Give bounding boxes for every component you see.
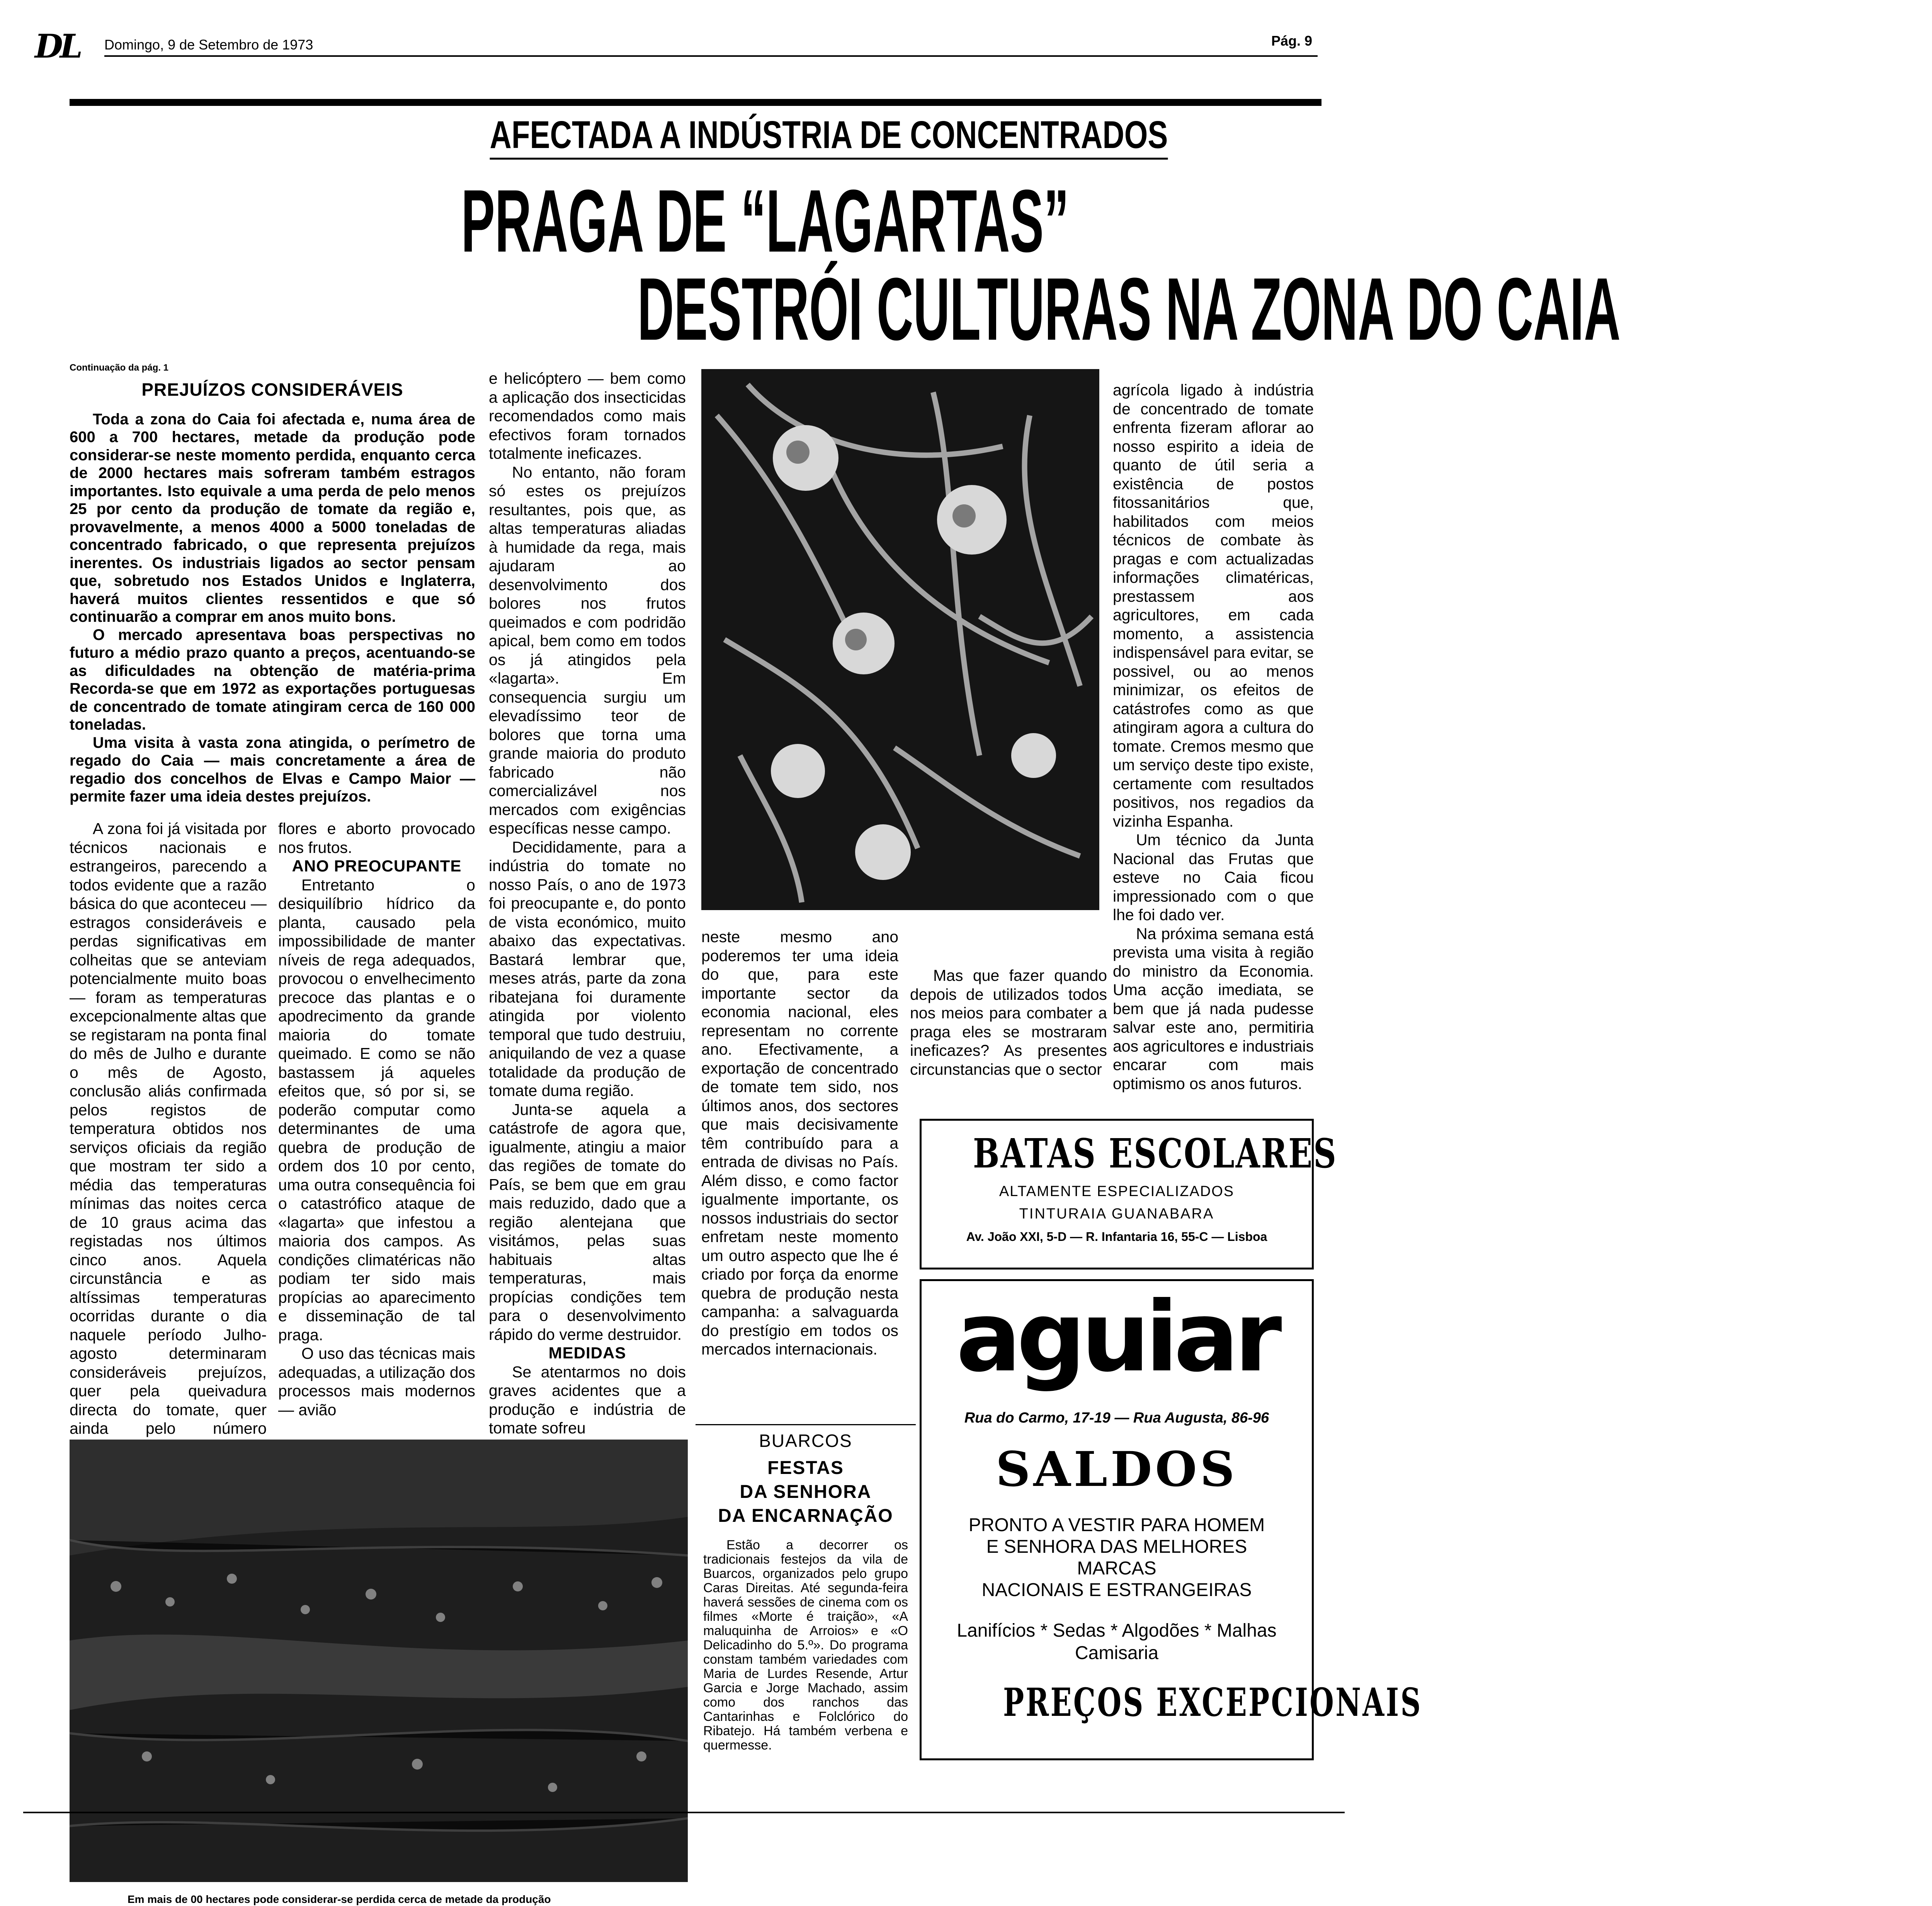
column-f-paragraph-1: agrícola ligado à indústria de concentrado de tomate enfrenta fizeram aflorar ao nosso espirito a ideia de quanto de útil seria a existência de postos fitossanitários que, habilitados com meios técnicos de combate às pragas e com actualizadas informações climatéricas, prestassem aos agricultores, em cada momento, a assistencia indispensável para evitar, se possivel, ou ao menos minimizar, os efeitos de catástrofes como as que atingiram agora a cultura do tomate. Cremos mesmo que um serviço deste tipo existe, certamente com resultados positivos, nos regadios da vizinha Espanha.	[1113, 381, 1314, 830]
column-f	[1113, 381, 1314, 1093]
column-b-paragraph-2: Entretanto o desiquilíbrio hídrico da planta, causado pela impossibilidade de manter níveis de rega adequados, provocou o envelhecimento precoce das plantas e o apodrecimento da grande maioria do tomate queimado. E como se não bastassem já aqueles efeitos que, só por si, se poderão computar como determinantes de uma quebra de produção de ordem dos 10 por cento, uma outra consequência foi o catastrófico ataque de «lagarta» que infestou a maioria dos campos. As condições climatéricas não podiam ter sido mais propícias ao aparecimento e disseminação de tal praga.	[278, 876, 475, 1344]
ad-aguiar	[920, 1279, 1422, 1760]
column-b-paragraph-3: O uso das técnicas mais adequadas, a utilização dos processos mais modernos — avião	[278, 1344, 475, 1419]
column-b	[278, 819, 475, 1419]
column-e-paragraph: Mas que fazer quando depois de utilizados todos nos meios para combater a praga eles se mostraram ineficazes? As presentes circunstancias que o sector	[910, 967, 1107, 1078]
header-date: Domingo, 9 de Setembro de 1973	[104, 37, 313, 53]
field-photo	[70, 1440, 688, 1882]
column-e	[910, 966, 1107, 1079]
bottom-rule	[23, 1812, 1345, 1813]
ad-aguiar-address: Rua do Carmo, 17-19 — Rua Augusta, 86-96	[964, 1410, 1269, 1426]
sidebar-title-3: DA ENCARNAÇÃO	[718, 1506, 893, 1526]
ad-aguiar-goods: Lanifícios * Sedas * Algodões * Malhas	[957, 1620, 1277, 1641]
column-a	[70, 819, 267, 1457]
subhead-ano-preocupante: ANO PREOCUPANTE	[292, 857, 462, 875]
column-b-paragraph-1: flores e aborto provocado nos frutos.	[278, 820, 475, 856]
column-d	[701, 927, 898, 1359]
photo-caption: Em mais de 00 hectares pode considerar-se perdida cerca de metade da produção	[128, 1893, 551, 1905]
column-c-paragraph-1: e helicóptero — bem como a aplicação dos insecticidas recomendados como mais efectivos foram tornados totalmente ineficazes.	[489, 369, 686, 462]
ad-aguiar-brand: aguiar	[956, 1281, 1277, 1393]
headline-line-2: DESTRÓI CULTURAS NA ZONA DO CAIA	[637, 259, 1621, 359]
lead-paragraph-3: Uma visita à vasta zona atingida, o perímetro de regado do Caia — mais concretamente a área de regadio dos concelhos de Elvas e Campo Maior — permite fazer uma ideia destes prejuízos.	[70, 734, 475, 805]
tomato-plants-photo	[701, 369, 1099, 910]
column-c-paragraph-3: Decididamente, para a indústria do tomate no nosso País, o ano de 1973 foi preocupante e, do ponto de vista económico, muito abaixo das expectativas. Bastará lembrar que, meses atrás, parte da zona ribatejana foi duramente atingida por violento temporal que tudo destruiu, aniquilando de vez a quase totalidade da produção de tomate duma região.	[489, 838, 686, 1099]
column-c-paragraph-5: Se atentarmos no dois graves acidentes que a produção e indústria de tomate sofreu	[489, 1363, 686, 1437]
lead-paragraph-2: O mercado apresentava boas perspectivas no futuro a médio prazo quanto a preços, acentuando-se as dificuldades na obtenção de matéria-prima Recorda-se que em 1972 as exportações portuguesas de concentrado de tomate atingiram cerca de 160 000 toneladas.	[70, 626, 475, 733]
continuation-note: Continuação da pág. 1	[70, 362, 169, 373]
sidebar-buarcos	[696, 1430, 916, 1753]
column-c-paragraph-2: No entanto, não foram só estes os prejuízos resultantes, pois que, as altas temperaturas aliadas à humidade da rega, mais ajudaram ao desenvolvimento dos bolores nos frutos queimados e com podridão apical, bem como em todos os já atingidos pela «lagarta». Em consequencia surgiu um elevadíssimo teor de bolores que torna uma grande maioria do produto fabricado não comercializável nos mercados com exigências específicas nesse campo.	[489, 463, 686, 837]
ad-batas-subtitle: ALTAMENTE ESPECIALIZADOS	[999, 1183, 1235, 1200]
ad-aguiar-prices: PREÇOS EXCEPCIONAIS	[1003, 1680, 1422, 1725]
lead-paragraph-1: Toda a zona do Caia foi afectada e, numa área de 600 a 700 hectares, metade da produção pode considerar-se neste momento perdida, enquanto cerca de 2000 hectares mais sofreram também estragos importantes. Isto equivale a uma perda de pelo menos 25 por cento da produção de tomate da região e, provavelmente, a menos 4000 a 5000 toneladas de concentrado fabricado, o que representa prejuízos inerentes. Os industriais ligados ao sector pensam que, sobretudo nos Estados Unidos e Inglaterra, haverá muitos clientes ressentidos e que só continuarão a comprar em anos muito bons.	[70, 410, 475, 625]
field-illustration	[70, 1440, 688, 1882]
subhead-medidas: MEDIDAS	[548, 1344, 626, 1362]
ad-aguiar-sale: SALDOS	[995, 1441, 1238, 1498]
kicker: AFECTADA A INDÚSTRIA DE CONCENTRADOS	[394, 112, 1059, 158]
sidebar-place: BUARCOS	[759, 1431, 852, 1451]
ad-batas-brand: TINTURAIA GUANABARA	[1019, 1206, 1214, 1222]
page-number: Pág. 9	[1271, 33, 1313, 49]
tomato-plants-illustration	[701, 369, 1099, 910]
headline-line-1: PRAGA DE “LAGARTAS”	[461, 171, 1069, 271]
column-f-paragraph-2: Um técnico da Junta Nacional das Frutas que esteve no Caia ficou impressionado com o que lhe foi dado ver.	[1113, 831, 1314, 924]
ad-aguiar-line1: PRONTO A VESTIR PARA HOMEM	[968, 1515, 1265, 1535]
ad-aguiar-line3: MARCAS	[1077, 1558, 1156, 1579]
ad-aguiar-line2: E SENHORA DAS MELHORES	[986, 1537, 1247, 1557]
column-c	[489, 369, 686, 1438]
ad-batas-title: BATAS ESCOLARES	[973, 1130, 1337, 1177]
ad-batas-escolares	[920, 1119, 1337, 1270]
sidebar-title-1: FESTAS	[767, 1458, 844, 1478]
sidebar-body-text: Estão a decorrer os tradicionais festejos da vila de Buarcos, organizados pelo grupo Caras Direitas. Até segunda-feira haverá sessões de cinema com os filmes «Morte é traição», «A maluquinha de Arroios» e «O Delicadinho do 5.º». Do programa constam também variedades com Maria de Lurdes Resende, Artur Garcia e Jorge Machado, assim como dos ranchos das Cantarinhas e Folclórico do Ribatejo. Há também verbena e quermesse.	[703, 1538, 908, 1753]
header-thick-rule	[70, 99, 1321, 106]
sidebar-body	[703, 1538, 908, 1753]
lead-block	[70, 381, 475, 806]
subhead-prejuizos: PREJUÍZOS CONSIDERÁVEIS	[141, 379, 403, 400]
ad-batas-address: Av. João XXI, 5-D — R. Infantaria 16, 55-C — Lisboa	[966, 1230, 1267, 1244]
ad-aguiar-line4: NACIONAIS E ESTRANGEIRAS	[981, 1580, 1252, 1600]
column-c-paragraph-4: Junta-se aquela a catástrofe de agora que, igualmente, atingiu a maior das regiões de tomate do País, se bem que em grau mais reduzido, dado que a região alentejana que visitámos, pelas suas habituais altas temperaturas, mais propícias condições tem para o desenvolvimento rápido do verme destruidor.	[489, 1100, 686, 1343]
column-d-paragraph: neste mesmo ano poderemos ter uma ideia do que, para este importante sector da economia nacional, eles representam no corrente ano. Efectivamente, a exportação de concentrado de tomate tem sido, nos últimos anos, dos sectores que mais decisivamente têm contribuído para a entrada de divisas no País. Além disso, e como factor igualmente importante, os nossos industriais do sector enfretam neste momento um outro aspecto que lhe é criado por força da enorme quebra de produção nesta campanha: a salvaguarda do prestígio em todos os mercados internacionais.	[701, 928, 898, 1358]
ad-aguiar-goods2: Camisaria	[1075, 1643, 1159, 1663]
header-rule	[104, 55, 1318, 57]
masthead-logo: DL	[35, 27, 80, 65]
column-f-paragraph-3: Na próxima semana está prevista uma visita à região do ministro da Economia. Uma acção imediata, se bem que já nada pudesse salvar este ano, permitiria aos agricultores e industriais encarar com mais optimismo os anos futuros.	[1113, 924, 1314, 1093]
sidebar-rule	[696, 1424, 916, 1425]
column-a-paragraph: A zona foi já visitada por técnicos nacionais e estrangeiros, parecendo a todos evidente que a razão básica do que aconteceu — estragos consideráveis e perdas significativas em colheitas que se anteviam potencialmente muito boas — foram as temperaturas excepcionalmente altas que se registaram na ponta final do mês de Julho e durante o mês de Agosto, conclusão aliás confirmada pelos registos de temperatura obtidos nos serviços oficiais da região que mostram ter sido a média das temperaturas mínimas das noites cerca de 10 graus acima das registadas nos últimos cinco anos. Aquela circunstância e as altíssimas temperaturas ocorridas durante o dia naquele período Julho-agosto determinaram consideráveis prejuízos, quer pela queivadura directa do tomate, quer ainda pelo número	[70, 820, 267, 1437]
sidebar-title-2: DA SENHORA	[740, 1482, 872, 1502]
